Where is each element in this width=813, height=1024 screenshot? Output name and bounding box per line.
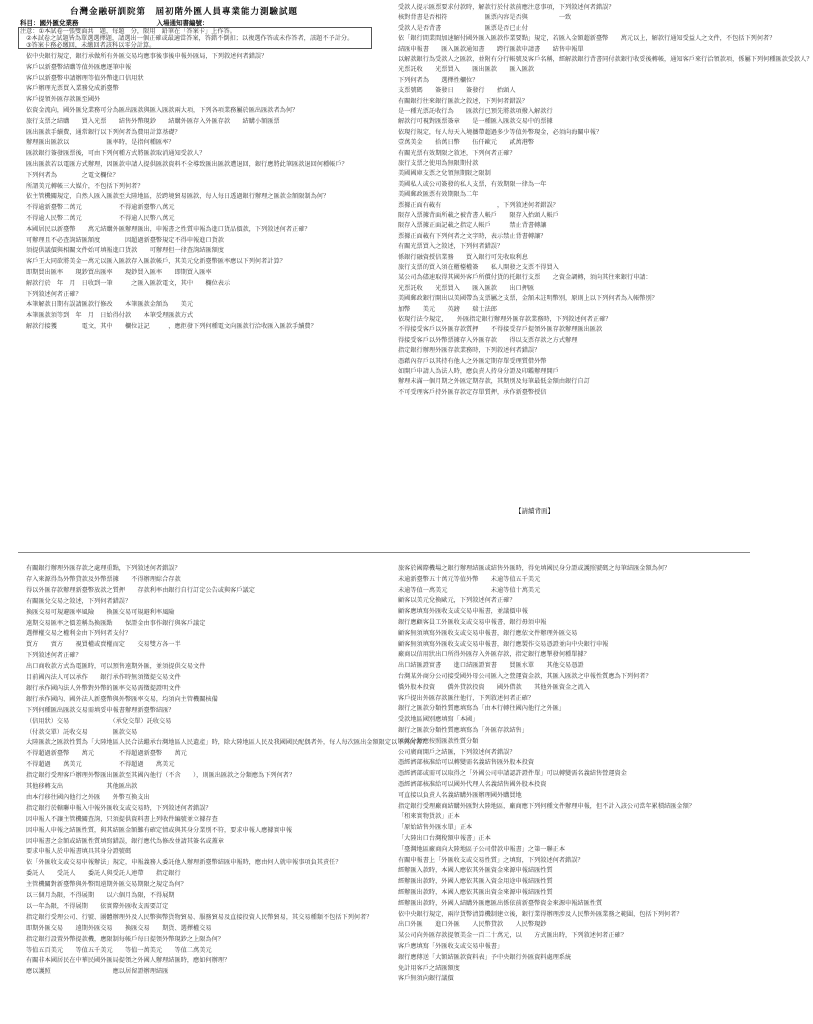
question-line: 限存入票據正面記載之指定人帳戶 禁止背書轉讓 — [398, 222, 547, 230]
question-line: 下列何種匯出匯款交易需填妥申報書辦理新臺幣結匯？ — [26, 706, 175, 714]
question-line: 匯出匯款手續費，通常銀行以下列何者為費用計算基礎？ — [26, 128, 181, 136]
question-line: 客戶提出外匯存款匯往他行，下列敘述何者正確？ — [398, 694, 535, 702]
question-line: 加幣 美元 英鎊 瑞士法郎 — [398, 305, 497, 313]
question-line: 依中央銀行規定，銀行承做所有外匯交易均應事後事後申報外匯局，下列敘述何者錯誤？ — [26, 53, 268, 60]
question-line: 有關匯兌交易之敘述，下列何者錯誤？ — [26, 597, 132, 605]
question-line: 可直接以負責人名義結購外匯辦理國外購買地 — [398, 791, 522, 799]
question-line: 出口結匯證實書 進口結匯證實書 買匯水單 其他交易憑證 — [398, 662, 584, 670]
question-line: 指定銀行辦理外匯存款業務時，下列敘述何者錯誤？ — [398, 347, 541, 355]
question-line: 美國郵政銀行開出以美國帶為支票屬之支票，金額未註明幣別，原則上以下列何者為入帳幣別？ — [398, 295, 658, 303]
question-line: 目前國內法人可以承作 銀行承作時無須徵提交易文件 — [26, 674, 181, 681]
question-line: 解款行可視對匯票簽章 是一種匯入匯款交易中的票據 — [398, 118, 553, 126]
question-line: 本筆匯款須等到 年 月 日始得付款 本筆受理匯款方式 — [26, 312, 194, 320]
question-line: 核對背書是否相符 匯票內容是否與 一致 — [398, 14, 572, 22]
question-line: 由本行移往國內他行之外匯 外幣互換支出 — [26, 793, 150, 801]
question-line: 不得接受客戶以外匯存款質押 不得接受存戶提領外匯存款辦理匯出匯款 — [398, 326, 603, 334]
question-line: 受款人提示匯票要求付款時，解款行於付款前應注意事項，下列敘述何者錯誤？ — [398, 4, 615, 11]
question-line: 美國私人或公司簽發的私人支票，有效期限一律為一年 — [398, 180, 547, 188]
question-line: 依現行法令規定， 外匯指定銀行辦理外匯存款業務時，下列敘述何者正確？ — [398, 316, 612, 323]
question-line: 客戶辦理光票買入業務兌成新臺幣 — [26, 85, 119, 93]
question-line: 下列何者為 之電文欄位？ — [26, 171, 119, 179]
question-line: 等值五百美元 等值五千美元 等值一萬美元 等值二萬美元 — [26, 946, 212, 954]
question-line: 憑經濟部或需可以取得之「外國公司申請認許證件單」可以轉變需名義結售營運資金 — [398, 770, 627, 778]
question-line: 壹萬美金 拾萬日幣 伍仟歐元 貳萬港幣 — [398, 139, 535, 147]
question-line: 下列何者為 選擇性欄位？ — [398, 76, 479, 84]
question-line: 票據正面載有下列何者之文字時，表示禁止背書轉讓？ — [398, 232, 547, 240]
question-line: 依「外匯收支或交易申報辦法」規定，申報義務人委託他人辦理新臺幣結匯申報時，應由何人就申報事項負其責任？ — [26, 859, 342, 867]
question-line: 不得逾新臺幣二萬元 不得逾新臺幣八萬元 — [26, 204, 175, 212]
question-line: 下列敘述何者正確？ — [26, 290, 82, 298]
question-line: 辦理未滿一個月期之外匯定期存款，其期別及每筆最低金額由銀行自訂 — [398, 378, 590, 386]
question-line: 美國郵政匯票有效期限為二年 — [398, 191, 479, 199]
question-line: 限存入票據背面所載之被背書人帳戶 限存入抬頭人帳戶 — [398, 212, 559, 219]
question-line: 不得超過 萬美元 不得超過 萬美元 — [26, 761, 175, 769]
question-line: 即期外匯交易 遠期外匯交易 換匯交易 期貨、選擇權交易 — [26, 924, 212, 932]
question-line: 大陸匯款之匯款性質為「大陸地區人民合法繼承台灣地區人民遺產」時，除大陸地區人民及我國國民配偶者外，每人每次匯出金額限定以下列何者？ — [26, 739, 429, 747]
question-line: 結匯申報書 匯入匯款通知書 跨行匯款申請書 結售申報單 — [398, 45, 584, 53]
instruction-note: 注意：①本試卷一張雙面共 題，每題 分，限用 鉛筆在「答案卡」上作答。 — [20, 28, 236, 35]
question-line: 光票託收 光票買入 匯出匯款 匯入匯款 — [398, 66, 535, 74]
question-line: 票據正面有載有 ，下列敘述何者錯誤？ — [398, 201, 559, 209]
question-line: 遠期交易匯率之價差稱為換匯點 保證金由事作銀行與客戶議定 — [26, 619, 206, 627]
question-line: 依資金流向，國外匯兌業務可分為匯出匯款與匯入匯款兩大項，下列各項業務屬於匯出匯款者為何？ — [26, 107, 299, 114]
question-line: 經辦匯入款時，本國人應依其外匯資金來源申報結匯性質 — [398, 867, 553, 875]
question-line: 顧客無須填寫外匯收支或交易申報書，銀行應依文件辦理外匯交易 — [398, 629, 578, 637]
question-line: 不可受理客戶持外匯存款定存單質押，承作新臺幣授信 — [398, 388, 547, 396]
page-divider — [18, 552, 750, 553]
question-line: 旅行支票之使用為無限期付款 — [398, 160, 479, 167]
question-line: 受款地區國別應填寫「本國」 — [398, 716, 479, 724]
question-line: 廠商以信用狀出口所得外匯存入外匯存款，指定銀行應掣發何種單據？ — [398, 651, 590, 659]
question-line: 「原始結售外匯水單」正本 — [398, 824, 473, 832]
question-line: 未逾等值一萬美元 未逾等值十萬美元 — [398, 586, 541, 594]
question-line: 「臺灣地區廠商向大陸地區子公司借款申報書」之第一聯正本 — [398, 845, 566, 853]
question-line: 委託人 受託人 委託人與受託人連帶 指定銀行 — [26, 870, 181, 878]
question-line: 未逾新臺幣五十萬元等值外幣 未逾等值五千美元 — [398, 575, 541, 583]
question-line: 銀行承作國內、國外法人新臺幣與外幣匯率交易，均須向主管機關核備 — [26, 695, 218, 703]
question-line: 銀行之匯款分類性質應填寫為「由本行轉往國內他行之外匯」 — [398, 705, 566, 713]
question-line: 得接受客戶以外幣票據存入外匯存款 得以支票存款之方式辦理 — [398, 336, 578, 344]
question-line: 有關光票買入之敘述，下列何者錯誤？ — [398, 243, 504, 251]
question-line: 光票託收 光票買入 匯入匯款 出口押匯 — [398, 284, 535, 292]
question-line: 旅客於國際機場之銀行辦理結匯或結售外匯時，得免填國民身分證或護照號碼之每筆結匯金額為何？ — [398, 565, 671, 572]
question-line: 指定銀行於轄聯申報入中報外匯收支或交易時，下列敘述何者錯誤？ — [26, 804, 212, 812]
question-line: （付款交單）託收交易 匯款交易 — [26, 728, 138, 736]
question-line: 本筆解款日期有誤請匯款行修改 本筆匯款金額為 美元 — [26, 301, 194, 309]
question-line: 客戶王大同欲將美金一萬元以匯入匯款存入匯款帳戶，其美元兌新臺幣匯率應以下列何者計算？ — [26, 258, 286, 266]
question-line: 顧客無須填寫外匯收支或交易申報書，銀行應製作交易憑證並向中央銀行申報 — [398, 640, 609, 648]
question-line: 免計用客戶之結匯額度 — [398, 964, 460, 972]
question-line: 得以外匯存款辦理新臺幣放款之質押 存款利率由銀行自行訂定公告或與客戶議定 — [26, 586, 255, 594]
question-line: 顧客以美元兌換歐元，下列敘述何者正確？ — [398, 597, 516, 605]
question-line: 匯款銀行簽發匯票後，可由下列何種方式將匯款取消通知受款人？ — [26, 150, 206, 158]
question-line: 即期買出匯率 現鈔買出匯率 現鈔買入匯率 即期買入匯率 — [26, 269, 212, 276]
exam-title: 台灣金融研訓院第 屆初階外匯人員專業能力測驗試題 — [70, 7, 299, 17]
question-line: 旅行支票之結購 買入光票 結售外幣現鈔 結購外匯存入外匯存款 結購小額匯票 — [26, 117, 280, 125]
question-line: 指定銀行受理公司、行號、團體辦理外及人民幣與幣貨物貿易、服務貿易及直接投資人民幣貿易，其交易種類不包括下列何者？ — [26, 913, 373, 921]
question-line: 買方 賣方 視買權或賣權而定 交易雙方各一半 — [26, 641, 181, 649]
question-line: 美國國庫支票之兌領無期限之限制 — [398, 170, 491, 178]
question-line: 有關申報書上「外匯收支或交易性質」之填寫，下列敘述何者錯誤？ — [398, 856, 584, 864]
question-line: 如開戶申請人為法人時，應負責人持身分證及印鑑辦理開戶 — [398, 368, 559, 375]
question-line: 存入來源得為外幣貸款及外幣票據 不得辦理綜合存款 — [26, 575, 181, 583]
question-line: 旅行支票的買入須在櫃檯權簽 私人開發之支票不得買入 — [398, 264, 559, 271]
question-line: 「租來實物貨款」正本 — [398, 813, 460, 821]
question-line: 客戶以新臺幣申請辦理等值外幣進口信用狀 — [26, 74, 144, 82]
question-line: 本國居民以新臺幣 萬元結購外匯辦理匯出，申報書之性質申報為進口貨品價款，下列敘述何者正確？ — [26, 225, 311, 233]
question-line: 匯款分類應按照匯款性質分類 — [398, 737, 479, 745]
question-line: 台灣某外商分公司接受國外母公司匯入之營運資金款，其匯入匯款之申報性質應為下列何者？ — [398, 673, 652, 680]
instruction-note: ③答案卡務必繳回，未繳回者該科以零分計算。 — [26, 42, 156, 49]
question-line: 主管機關對新臺幣與外幣間遠期外匯交易期限之規定為何？ — [26, 881, 187, 889]
question-line: 其他移轉支出 其他匯出款 — [26, 783, 138, 790]
instruction-note: ②本試卷之試題皆為單選選擇題，請選出一個正確或最適當答案，答錯不倒扣；以複選作答或未作答者，該題不予計分。 — [26, 35, 354, 42]
question-line: 僑外股本投資 僑外貸款投資 國外借款 其他外匯資金之流入 — [398, 683, 590, 691]
question-line: 有關光票有效期限之敘述，下列何者正確？ — [398, 149, 516, 157]
question-line: 應以護照 應以居留證辦理結匯 — [26, 968, 169, 976]
continued-note: 【請續背面】 — [515, 507, 554, 515]
question-line: 要求申報人於申報書填具其身分證號碼 — [26, 848, 132, 856]
question-line: 不得逾人民幣二萬元 不得逾人民幣八萬元 — [26, 215, 175, 222]
question-line: 某公司為儘速取得其國外客戶所償付貨的托銀行支票 之資金調轉，須向其往來銀行申請： — [398, 274, 652, 282]
question-line: 換匯交易可規避匯率風險 換匯交易可規避利率風險 — [26, 608, 175, 616]
question-line: 因申報書之金額或結匯性質填寫錯誤，銀行應代為修改並請其簽名或蓋章 — [26, 837, 224, 845]
question-line: 因申報人申報之結匯性質，與其結匯金額難有確定情或與其身分業別不符，要求申報人應據實申報 — [26, 826, 293, 834]
question-line: 指定銀行受理廠商結購外匯對大陸地區，廠商應下列何種文件辦理申報，但不計入該公司當年累積結匯金額？ — [398, 802, 695, 810]
question-line: 有關銀行辦理外匯存款之處理重點，下列敘述何者錯誤？ — [26, 565, 181, 572]
question-line: 須提供議價與相關文件始可填報進口貨款 可辦理但一律查詢結匯額度 — [26, 247, 224, 255]
question-line: 所謂美元轉帳三大媒介，不包括下列何者？ — [26, 182, 144, 190]
question-line: 匯出匯款若以電匯方式辦理，因匯款申請人提供匯款資料不全導致匯出匯款遭退回，銀行應將此筆匯款退回何種帳戶？ — [26, 161, 348, 168]
question-line: 指定銀行受理客戶辦理外幣匯出匯款至其國內他行（不含 ），則匯出匯款之分類應為下列何者？ — [26, 772, 296, 780]
question-line: 有關非本國居民在中華民國外匯局提領之外國人辦理結匯時，應如何辦理？ — [26, 957, 231, 965]
question-line: 可辦理且不必查詢結匯額度 因超過新臺幣規定不得申報進口貨款 — [26, 236, 224, 244]
question-line: 銀行應顧客員工外匯收支或交易申報書，銀行毋須申報 — [398, 619, 547, 626]
question-line: 解款行接獲 電文，其中 欄位註記 ，應拒發下列何種電文向匯款行洽收匯入匯款手續費？ — [26, 323, 317, 330]
question-line: 銀行承作國內法人外幣對外幣的匯率交易需徵提證明文件 — [26, 684, 181, 692]
question-line: 選擇權交易之權利金由下列何者支付？ — [26, 630, 132, 638]
question-line: 客戶提領外匯存款匯至國外 — [26, 96, 101, 104]
question-line: 以三個月為限，不得展期 以六個月為限，不得展期 — [26, 892, 175, 899]
question-line: 公司廣商開戶之結匯，下列敘述何者錯誤？ — [398, 748, 516, 756]
question-line: 客戶無須向銀行議價 — [398, 975, 454, 983]
question-line: 憑藉內存戶以其持有他人之外匯定期存單受理質借外幣 — [398, 357, 547, 365]
question-line: 出口商收款方式為電匯時，可以預售遠期外匯，並須提供交易文件 — [26, 663, 206, 671]
question-line: 依主管機關規定，自然人匯入匯款至大陸地區，於跨境貿易匯款，每人每日透過銀行辦理之匯款金額限制為何？ — [26, 193, 330, 201]
question-line: 指定銀行設置外幣提款機，應限制每帳戶每日提領外幣現鈔之上限為何？ — [26, 935, 224, 943]
question-line: （信用狀）交易 （承兌交單）託收交易 — [26, 717, 172, 725]
question-line: 依現行規定，每人每天入境攜帶超過多少等值外幣現金，必須向海關申報？ — [398, 128, 603, 136]
question-line: 憑經濟部核准給可以國外代理人名義結售國外股本投資 — [398, 781, 547, 788]
question-line: 客戶以新臺幣結購等值外匯應逐筆申報 — [26, 63, 132, 71]
question-line: 客戶應填寫「外匯收支或交易申報書」 — [398, 943, 504, 950]
question-line: 銀行應傳送「大額結匯款資料表」予中央銀行外匯資料處理系統 — [398, 953, 572, 961]
question-line: 憑經濟部核准給可以轉變需名義結售匯外股本投資 — [398, 759, 535, 767]
question-line: 以一年為限，不得展期 依實際外匯收支需要訂定 — [26, 902, 169, 910]
question-line: 經辦匯出款時，本國人應依其匯出資金來源申報結匯性質 — [398, 889, 553, 896]
question-line: 下列敘述何者正確？ — [26, 652, 82, 660]
question-line: 顧客應填寫外匯收支或交易申報書，並議價申報 — [398, 608, 528, 616]
question-line: 解款行於 年 月 日收到一筆 之匯入匯款電文，其中 欄位表示 — [26, 279, 231, 287]
question-line: 有關銀行往來銀行匯款之敘述，下列何者錯誤？ — [398, 97, 528, 105]
question-line: 某公司向外匯存款提領美金一百二十萬元，以 方式匯出時，下列敘述何者正確？ — [398, 932, 627, 940]
question-line: 「大陸出口台灣稅額申報書」正本 — [398, 835, 491, 842]
question-line: 銀行之匯款分類性質應填寫為「外匯存款結售」 — [398, 727, 528, 734]
question-line: 經辦匯出款時，外國人結購外匯應匯出係依前新臺幣資金來源申報結匯性質 — [398, 899, 603, 907]
question-line: 支票號碼 簽發日 簽發行 抬頭人 — [398, 87, 516, 95]
question-line: 以解款銀行為受款人之匯款，並附有分行帳號及客戶名稱，經解款銀行背書同付款銀行收妥後轉帳，通知客戶來行洽領款項，係屬下列何種匯款受款人？ — [398, 56, 813, 63]
question-line: 出口外匯 進口外匯 人民幣貸款 人民幣現鈔 — [398, 921, 547, 929]
question-line: 經辦匯出款時，外國人應依其匯入資金用途申報結匯性質 — [398, 878, 553, 886]
question-line: 受款人是否背書 匯票是否已止付 — [398, 24, 528, 32]
question-line: 不得超過新臺幣 萬元 不得超過新臺幣 萬元 — [26, 750, 187, 758]
exam-subject-line: 科目：國外匯兌業務 入場通知書編號： — [20, 19, 209, 27]
question-line: 是一種光票託收行為 匯款行已預先將款項撥入解款行 — [398, 108, 553, 115]
question-line: 依中央銀行規定，兩岸貨幣清算機制建立後，銀行業得辦理涉及人民幣外匯業務之範圍，包括下列何者？ — [398, 910, 683, 918]
question-line: 辦理匯出匯款以 匯率時，是指何種匯率？ — [26, 139, 175, 147]
question-line: 依「銀行間業間加速解付國外匯入匯款作業要點」規定，若匯入金額超新臺幣 萬元以上，解款行通知受益人之文件，不包括下列何者？ — [398, 35, 776, 43]
question-line: 因申報人不讓主管機關查詢，只須提供資料書上列收件編號並立據存查 — [26, 815, 218, 823]
question-line: 係銀行融資授信業務 買入銀行可先收取利息 — [398, 253, 528, 261]
